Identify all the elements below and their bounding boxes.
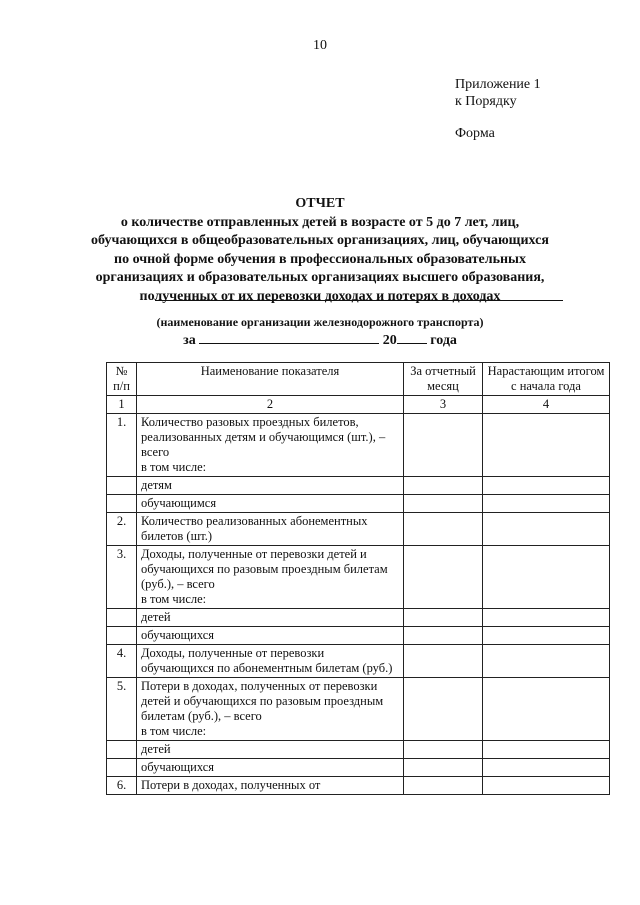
table-header-row — [107, 363, 610, 396]
month-value-cell[interactable] — [404, 678, 483, 741]
indicator-text: детей — [141, 610, 171, 624]
including-label: в том числе: — [141, 724, 207, 738]
year-to-date-value-cell[interactable] — [483, 741, 610, 759]
table-row — [107, 741, 610, 759]
row-number: 5. — [107, 678, 137, 741]
report-title-line: полученных от их перевозки доходах и потерях в доходах — [139, 288, 501, 304]
year-to-date-value-cell[interactable] — [483, 477, 610, 495]
row-indicator-name — [137, 414, 404, 477]
year-to-date-value-cell[interactable] — [483, 546, 610, 609]
row-indicator-name — [137, 645, 404, 678]
month-value-cell[interactable] — [404, 477, 483, 495]
appendix-line-1: Приложение 1 — [455, 77, 541, 92]
row-number — [107, 495, 137, 513]
row-indicator-name — [137, 477, 404, 495]
organization-name-line — [155, 300, 563, 301]
report-title-line: о количестве отправленных детей в возрасте от 5 до 7 лет, лиц, — [120, 214, 520, 230]
year-to-date-value-cell[interactable] — [483, 678, 610, 741]
month-value-cell[interactable] — [404, 627, 483, 645]
year-to-date-value-cell[interactable] — [483, 627, 610, 645]
report-title-line: организациях и образовательных организациях высшего образования, — [95, 270, 545, 285]
report-title-line: обучающихся в общеобразовательных организациях, лиц, обучающихся — [91, 233, 549, 248]
period-suffix: года — [430, 333, 457, 348]
report-title — [60, 195, 580, 306]
month-value-cell[interactable] — [404, 609, 483, 627]
column-number-row — [107, 396, 610, 414]
indicator-text: обучающихся — [141, 628, 215, 642]
row-number: 2. — [107, 513, 137, 546]
year-to-date-value-cell[interactable] — [483, 414, 610, 477]
table-row — [107, 759, 610, 777]
month-value-cell[interactable] — [404, 645, 483, 678]
page-number: 10 — [313, 38, 327, 53]
row-indicator-name — [137, 513, 404, 546]
indicator-text: Потери в доходах, полученных от — [141, 778, 321, 792]
column-number: 2 — [137, 396, 404, 414]
including-label: в том числе: — [141, 592, 207, 606]
month-value-cell[interactable] — [404, 495, 483, 513]
row-number: 4. — [107, 645, 137, 678]
row-indicator-name — [137, 777, 404, 795]
period-prefix: за — [183, 333, 196, 348]
indicator-text: детям — [141, 478, 172, 492]
column-number: 3 — [404, 396, 483, 414]
indicator-text: Количество разовых проездных билетов, реализованных детям и обучающимся (шт.), – всего — [141, 415, 386, 459]
report-heading: ОТЧЕТ — [295, 196, 345, 211]
header-indicator-name: Наименование показателя — [137, 363, 404, 396]
month-value-cell[interactable] — [404, 546, 483, 609]
table-row — [107, 678, 610, 741]
row-indicator-name — [137, 495, 404, 513]
table-row — [107, 477, 610, 495]
month-value-cell[interactable] — [404, 414, 483, 477]
indicator-text: детей — [141, 742, 171, 756]
period-year-blank — [397, 330, 427, 344]
period-month-blank — [199, 330, 379, 344]
header-year-to-date: Нарастающим итогом с начала года — [483, 363, 610, 396]
table-row — [107, 777, 610, 795]
column-number: 4 — [483, 396, 610, 414]
month-value-cell[interactable] — [404, 513, 483, 546]
organization-caption: (наименование организации железнодорожного транспорта) — [156, 315, 484, 329]
column-number: 1 — [107, 396, 137, 414]
appendix-line-2: к Порядку — [455, 94, 517, 109]
row-number: 1. — [107, 414, 137, 477]
appendix-block — [455, 76, 541, 110]
year-to-date-value-cell[interactable] — [483, 759, 610, 777]
row-number: 6. — [107, 777, 137, 795]
form-label: Форма — [455, 126, 495, 141]
row-number — [107, 477, 137, 495]
year-to-date-value-cell[interactable] — [483, 609, 610, 627]
month-value-cell[interactable] — [404, 759, 483, 777]
row-indicator-name — [137, 678, 404, 741]
month-value-cell[interactable] — [404, 741, 483, 759]
row-indicator-name — [137, 627, 404, 645]
row-indicator-name — [137, 609, 404, 627]
indicator-text: Доходы, полученные от перевозки детей и обучающихся по разовым проездным билетам (руб.), – всего — [141, 547, 388, 591]
year-to-date-value-cell[interactable] — [483, 777, 610, 795]
row-indicator-name — [137, 759, 404, 777]
report-table — [106, 362, 610, 795]
indicator-text: обучающихся — [141, 760, 215, 774]
table-row — [107, 627, 610, 645]
month-value-cell[interactable] — [404, 777, 483, 795]
year-to-date-value-cell[interactable] — [483, 495, 610, 513]
report-period — [60, 330, 580, 349]
row-number: 3. — [107, 546, 137, 609]
indicator-text: обучающимся — [141, 496, 217, 510]
indicator-text: Количество реализованных абонементных билетов (шт.) — [141, 514, 368, 543]
row-number — [107, 627, 137, 645]
header-month: За отчетный месяц — [404, 363, 483, 396]
row-indicator-name — [137, 546, 404, 609]
table-row — [107, 495, 610, 513]
indicator-text: Доходы, полученные от перевозки обучающихся по абонементным билетам (руб.) — [141, 646, 393, 675]
row-number — [107, 609, 137, 627]
year-to-date-value-cell[interactable] — [483, 513, 610, 546]
table-row — [107, 609, 610, 627]
table-row — [107, 645, 610, 678]
table-row — [107, 513, 610, 546]
year-to-date-value-cell[interactable] — [483, 645, 610, 678]
row-number — [107, 741, 137, 759]
row-number — [107, 759, 137, 777]
period-year-prefix: 20 — [382, 333, 397, 348]
report-title-line: по очной форме обучения в профессиональных образовательных — [114, 251, 526, 267]
table-row — [107, 414, 610, 477]
table-row — [107, 546, 610, 609]
including-label: в том числе: — [141, 460, 207, 474]
row-indicator-name — [137, 741, 404, 759]
indicator-text: Потери в доходах, полученных от перевозки детей и обучающихся по разовым проездным билетам (руб.), – всего — [141, 679, 384, 723]
header-number: № п/п — [107, 363, 137, 396]
